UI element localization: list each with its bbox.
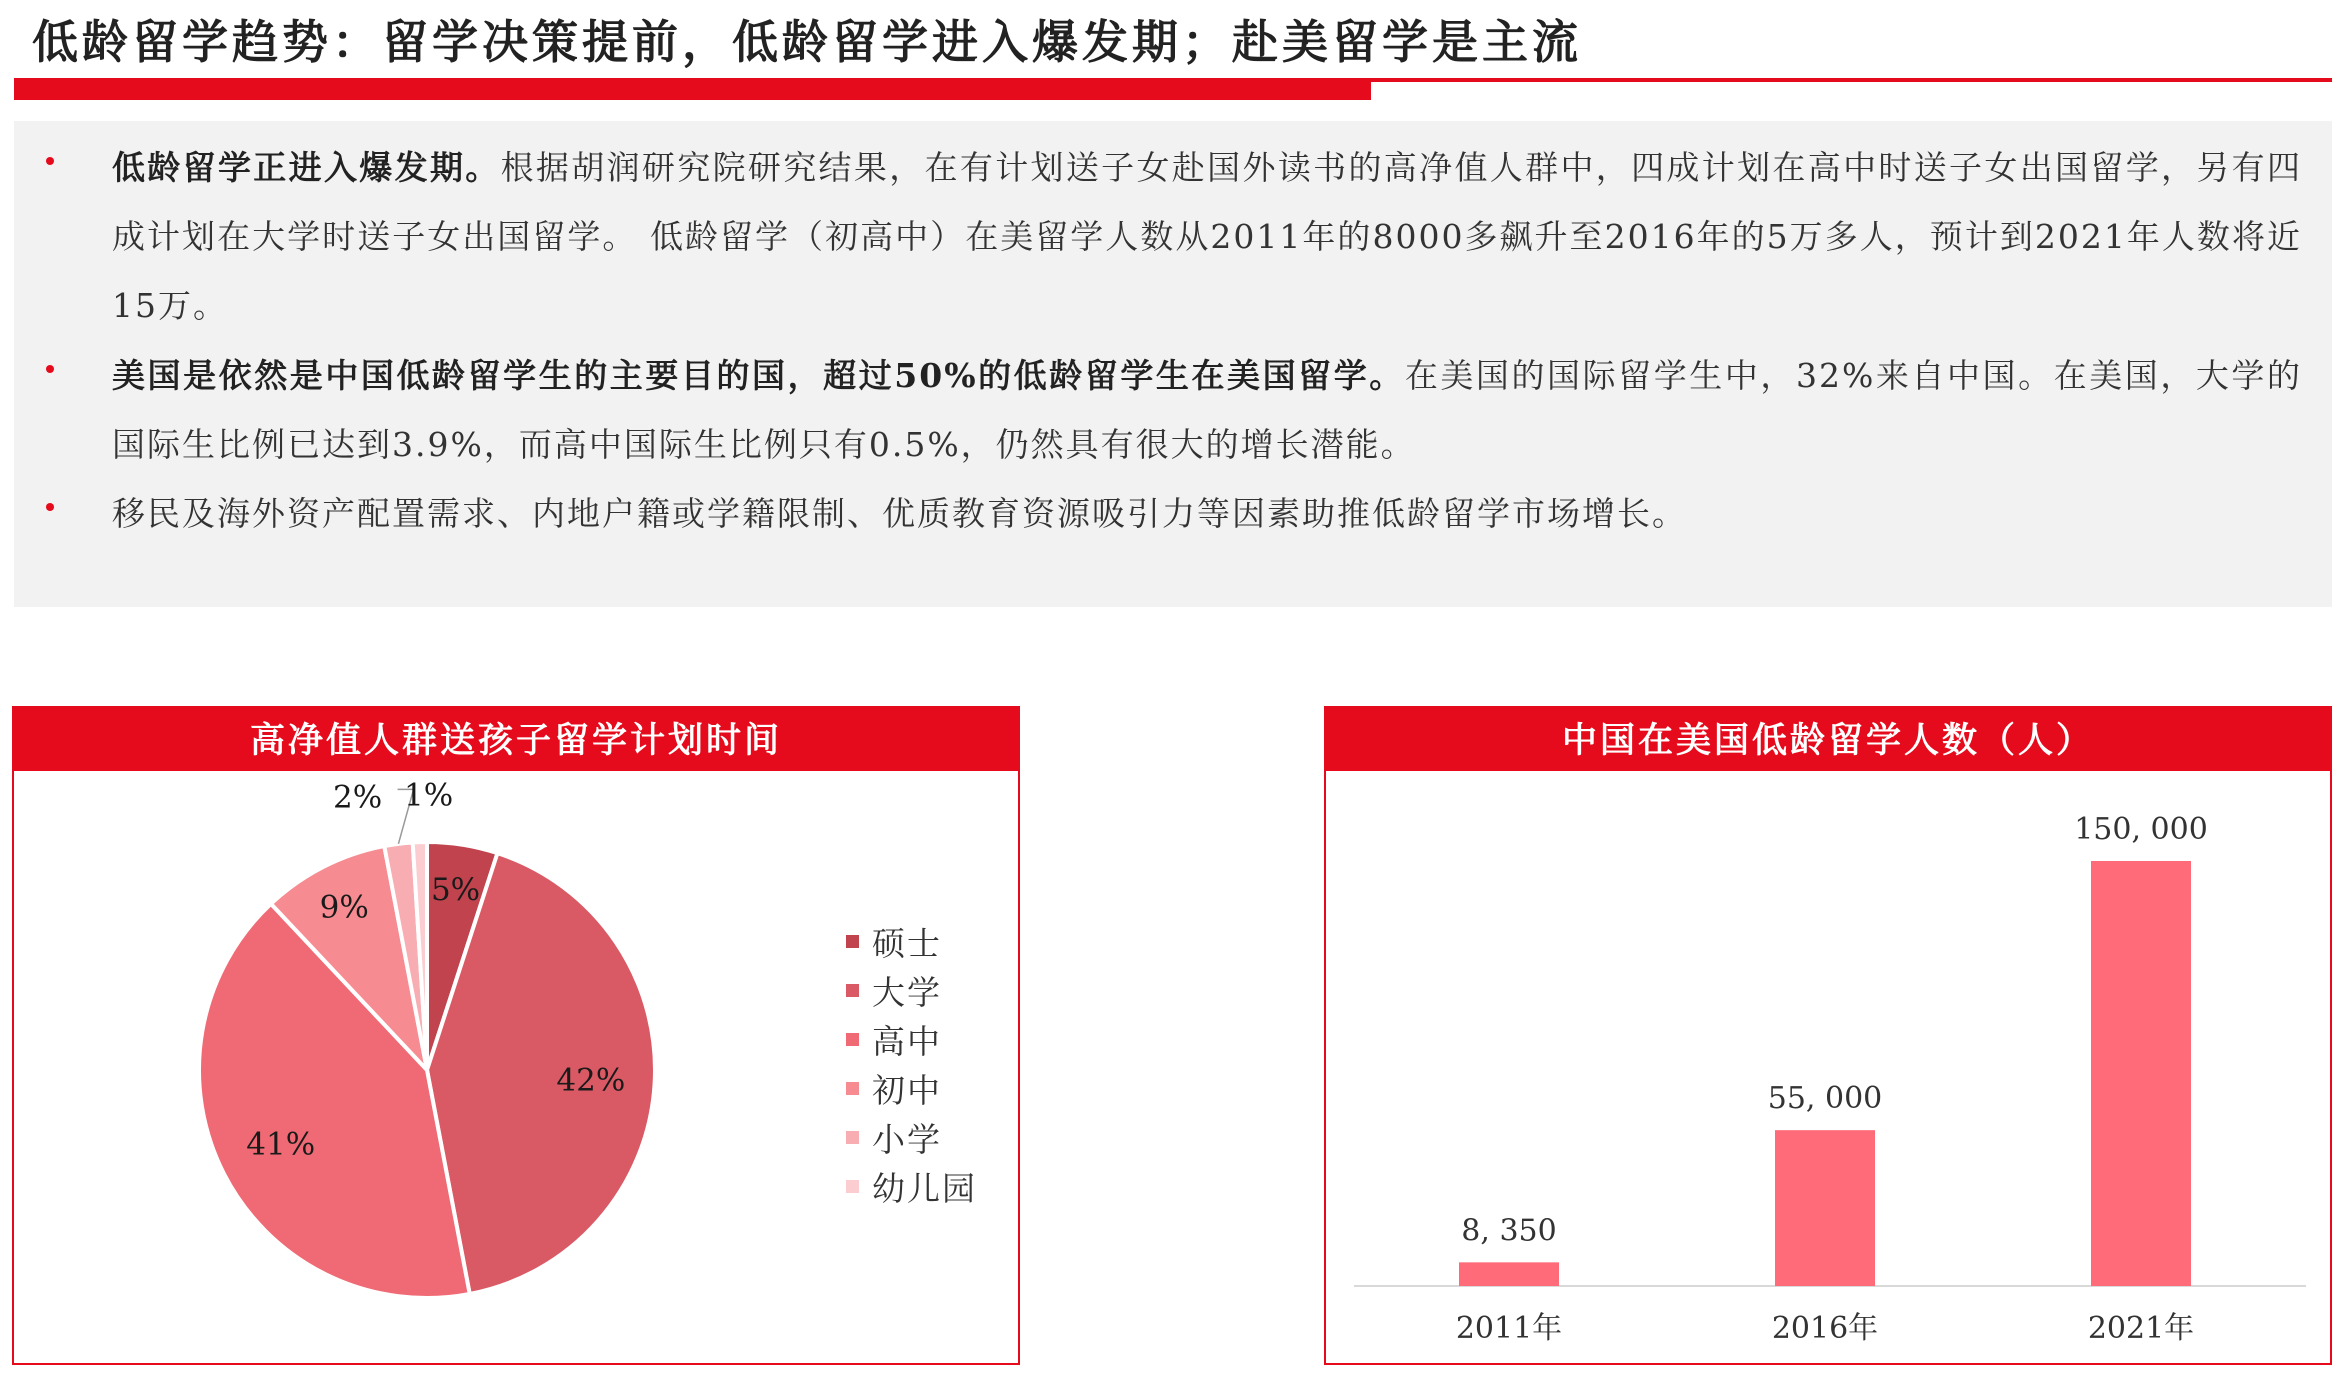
bullet-dot [46, 503, 54, 511]
bar-chart-frame [1324, 769, 2332, 1365]
bullet-3-text: 移民及海外资产配置需求、内地户籍或学籍限制、优质教育资源吸引力等因素助推低龄留学市场增长。 [112, 494, 1687, 533]
legend-label-5: 小学 [872, 1120, 942, 1159]
bullet-dot [46, 365, 54, 373]
legend-label-4: 初中 [872, 1071, 942, 1110]
bullet-1 [32, 133, 2302, 340]
legend-swatch-5 [846, 1131, 859, 1144]
pie-label-6: 1% [404, 777, 454, 814]
pie-label-5: 2% [332, 779, 383, 816]
bar-value-label-1: 8, 350 [1461, 1213, 1557, 1249]
pie-chart-title: 高净值人群送孩子留学计划时间 [12, 706, 1020, 769]
legend-swatch-6 [846, 1180, 859, 1193]
bullet-1-bold: 低龄留学正进入爆发期。 [112, 148, 501, 187]
bullet-2-text: 在美国的国际留学生中，32%来自中国。在美国，大学的国际生比例已达到3.9%，而高中国际生比例只有0.5%，仍然具有很大的增长潜能。 [112, 356, 2302, 464]
pie-label-3: 41% [246, 1126, 316, 1163]
x-tick-label-3: 2021年 [2087, 1311, 2195, 1346]
pie-chart-frame [12, 769, 1020, 1365]
bullet-3 [32, 479, 2302, 548]
page-title: 低龄留学趋势：留学决策提前，低龄留学进入爆发期；赴美留学是主流 [32, 15, 1582, 69]
bar-1 [1459, 1262, 1559, 1286]
x-tick-label-2: 2016年 [1771, 1311, 1879, 1346]
bullet-1-text: 根据胡润研究院研究结果，在有计划送子女赴国外读书的高净值人群中，四成计划在高中时送子女出国留学，另有四成计划在大学时送子女出国留学。 低龄留学（初高中）在美留学人数从2011年的8000多飙升至2016年的5万多人，预计到2021年人数将近15万。 [112, 148, 2303, 325]
bullet-2 [32, 341, 2302, 479]
bullet-dot [46, 157, 54, 165]
bar-chart [1326, 771, 2330, 1363]
bar-3 [2091, 861, 2191, 1286]
legend-swatch-2 [846, 984, 859, 997]
legend-swatch-1 [846, 935, 859, 948]
legend-label-2: 大学 [872, 973, 942, 1012]
bar-value-label-3: 150, 000 [2074, 812, 2208, 847]
pie-chart [14, 771, 1018, 1363]
title-accent-bar [14, 80, 1371, 100]
bullet-2-bold: 美国是依然是中国低龄留学生的主要目的国，超过50%的低龄留学生在美国留学。 [112, 356, 1405, 395]
x-tick-label-1: 2011年 [1455, 1311, 1563, 1346]
legend-swatch-4 [846, 1082, 859, 1095]
bar-chart-title: 中国在美国低龄留学人数（人） [1324, 706, 2332, 769]
legend-label-3: 高中 [872, 1022, 942, 1061]
legend-swatch-3 [846, 1033, 859, 1046]
pie-label-2: 42% [556, 1062, 626, 1099]
legend-label-1: 硕士 [872, 924, 942, 963]
summary-panel [14, 121, 2332, 607]
pie-label-1: 5% [430, 871, 481, 908]
pie-label-4: 9% [319, 889, 369, 926]
bar-2 [1775, 1130, 1875, 1286]
bar-value-label-2: 55, 000 [1767, 1081, 1883, 1117]
legend-label-6: 幼儿园 [872, 1169, 977, 1208]
